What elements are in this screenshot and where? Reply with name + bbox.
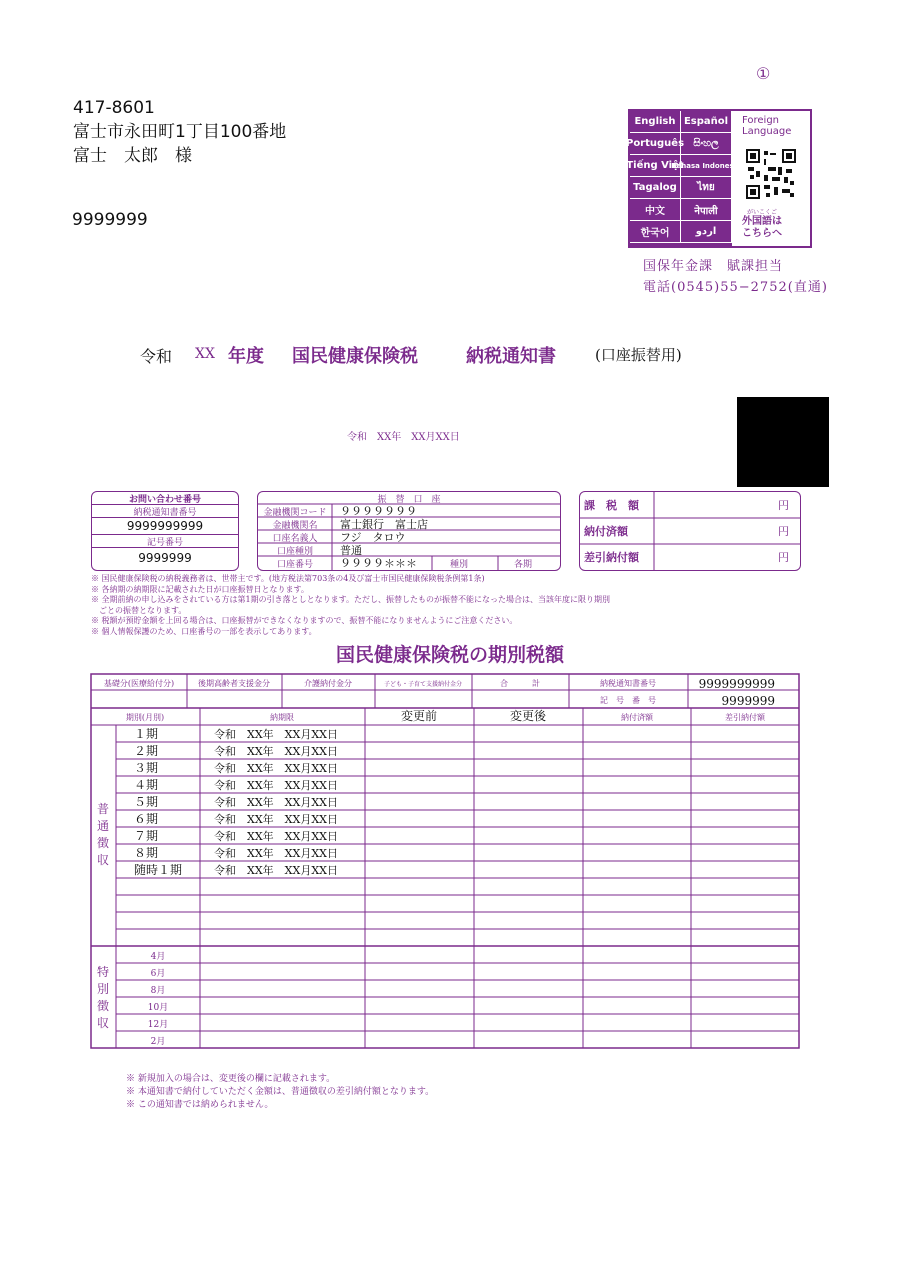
record-no-label: 記号番号 bbox=[92, 535, 238, 548]
title-notice: 納税通知書 bbox=[466, 346, 556, 367]
bank-row-label: 口座名義人 bbox=[272, 534, 318, 544]
footnotes bbox=[126, 1073, 434, 1112]
bank-row-label: 金融機関コード bbox=[263, 508, 327, 518]
bank-row-label: 口座種別 bbox=[276, 547, 313, 557]
column-header: 納付済額 bbox=[621, 713, 653, 722]
column-header: 納期限 bbox=[270, 713, 294, 722]
breakdown-header: 後期高齢者支援金分 bbox=[198, 679, 270, 688]
due-date: 令和 XX年 XX月XX日 bbox=[214, 813, 338, 826]
breakdown-header: 介護納付金分 bbox=[304, 679, 352, 688]
language-item: English bbox=[630, 111, 681, 133]
regular-label: 収 bbox=[96, 853, 110, 867]
bank-heading: 振 替 口 座 bbox=[377, 495, 441, 505]
language-item: नेपाली bbox=[681, 199, 732, 221]
breakdown-header: 子ども・子育て支援納付金分 bbox=[383, 681, 463, 688]
special-month: 2月 bbox=[150, 1037, 166, 1047]
breakdown-header: 合 計 bbox=[500, 679, 540, 688]
phone: 電話(0545)55−2752(直通) bbox=[643, 280, 828, 295]
footnote-line: ※ この通知書では納められません。 bbox=[126, 1100, 274, 1110]
column-header: 差引納付額 bbox=[725, 713, 765, 722]
regular-label: 普 bbox=[96, 802, 110, 816]
period-label: ５期 bbox=[134, 795, 159, 809]
breakdown-notice-label: 納税通知書番号 bbox=[600, 679, 656, 688]
special-month: 4月 bbox=[150, 952, 166, 962]
language-item: ไทย bbox=[681, 177, 732, 199]
bank-row-value: ９９９９＊＊＊ bbox=[340, 557, 417, 570]
tax-label: 差引納付額 bbox=[584, 551, 639, 564]
period-label: １期 bbox=[134, 727, 159, 741]
footnote-line: ※ 本通知書で納付していただく金額は、普通徴収の差引納付額となります。 bbox=[126, 1087, 435, 1097]
special-month: 6月 bbox=[150, 969, 166, 979]
bank-row-label: 口座番号 bbox=[276, 560, 313, 570]
language-item: 한국어 bbox=[630, 221, 681, 243]
here-line: 外国語は bbox=[742, 216, 782, 227]
bank-row-value: フジ タロウ bbox=[340, 531, 406, 544]
footnote-line: ※ 新規加入の場合は、変更後の欄に記載されます。 bbox=[126, 1074, 336, 1084]
title-era: 令和 bbox=[140, 347, 173, 366]
here-line: こちらへ bbox=[742, 228, 782, 239]
due-date: 令和 XX年 XX月XX日 bbox=[214, 728, 338, 741]
account-type-label: 種別 bbox=[450, 560, 469, 570]
special-month: 12月 bbox=[147, 1020, 169, 1030]
language-item: Español bbox=[681, 111, 732, 133]
breakdown-header: 基礎分(医療給付分) bbox=[103, 679, 175, 688]
notice-no-label: 納税通知書番号 bbox=[92, 505, 238, 518]
language-item: සිංහල bbox=[681, 133, 732, 155]
note-line: ごとの振替となります。 bbox=[91, 605, 187, 615]
due-date: 令和 XX年 XX月XX日 bbox=[214, 796, 338, 809]
due-date: 令和 XX年 XX月XX日 bbox=[214, 745, 338, 758]
tax-unit: 円 bbox=[778, 551, 789, 564]
special-month: 10月 bbox=[147, 1003, 169, 1013]
breakdown-notice-no: 9999999999 bbox=[698, 677, 775, 691]
section-title: 国民健康保険税の期別税額 bbox=[335, 644, 564, 666]
note-line: ※ 国民健康保険税の納税義務者は、世帯主です。(地方税法第703条の4及び富士市国民健康保険税条例第1条) bbox=[91, 574, 485, 583]
language-item: Bahasa Indonesia bbox=[681, 155, 732, 177]
issue-date: 令和 XX年 XX月XX日 bbox=[347, 432, 460, 443]
special-label: 別 bbox=[96, 982, 110, 996]
due-date: 令和 XX年 XX月XX日 bbox=[214, 762, 338, 775]
bank-row-label: 金融機関名 bbox=[272, 521, 318, 531]
recipient-id: 9999999 bbox=[72, 210, 148, 230]
tax-unit: 円 bbox=[778, 525, 789, 538]
breakdown-record-label: 記 号 番 号 bbox=[600, 696, 656, 705]
title-kind: (口座振替用) bbox=[595, 346, 682, 364]
page-number: ① bbox=[756, 64, 771, 83]
bank-row-value: 普通 bbox=[340, 544, 362, 557]
period-label: ４期 bbox=[134, 778, 159, 792]
period-label: ３期 bbox=[134, 761, 159, 775]
postal-code: 417-8601 bbox=[73, 98, 155, 118]
tax-label: 課 税 額 bbox=[584, 499, 639, 512]
due-date: 令和 XX年 XX月XX日 bbox=[214, 830, 338, 843]
period-label: ７期 bbox=[134, 829, 159, 843]
due-date: 令和 XX年 XX月XX日 bbox=[214, 864, 338, 877]
title-year: XX bbox=[195, 346, 215, 362]
note-line: ※ 個人情報保護のため、口座番号の一部を表示してあります。 bbox=[91, 626, 317, 636]
record-no: 9999999 bbox=[138, 551, 192, 565]
note-line: ※ 税額が預貯金額を上回る場合は、口座振替ができなくなりますので、振替不能になりませんようにご注意ください。 bbox=[91, 616, 518, 625]
title-nendo: 年度 bbox=[228, 346, 264, 367]
special-label: 収 bbox=[96, 1016, 110, 1030]
title-tax-name: 国民健康保険税 bbox=[292, 346, 418, 367]
special-month: 8月 bbox=[150, 986, 166, 996]
due-date: 令和 XX年 XX月XX日 bbox=[214, 847, 338, 860]
notice-no: 9999999999 bbox=[92, 518, 238, 535]
period-label: ６期 bbox=[134, 812, 159, 826]
foreign-label-line: Language bbox=[742, 126, 792, 137]
bank-row-value: ９９９９９９９ bbox=[340, 505, 417, 518]
language-item: Português bbox=[630, 133, 681, 155]
special-label: 特 bbox=[96, 965, 110, 979]
foreign-label-line: Foreign bbox=[742, 115, 780, 126]
due-date: 令和 XX年 XX月XX日 bbox=[214, 779, 338, 792]
note-line: ※ 全期前納の申し込みをされている方は第1期の引き落としとなります。ただし、振替したものが振替不能になった場合は、当該年度に限り期別 bbox=[91, 595, 610, 604]
period-label: 随時１期 bbox=[134, 863, 183, 877]
language-item: Tiếng Việt bbox=[630, 155, 681, 177]
each-period-label: 各期 bbox=[514, 560, 533, 570]
period-label: ２期 bbox=[134, 744, 159, 758]
regular-label: 徴 bbox=[96, 836, 110, 850]
column-header: 期別(月別) bbox=[125, 713, 165, 722]
period-label: ８期 bbox=[134, 846, 159, 860]
language-item: اردو bbox=[681, 221, 732, 243]
department: 国保年金課 賦課担当 bbox=[643, 259, 784, 274]
bank-row-value: 富士銀行 富士店 bbox=[340, 518, 428, 531]
special-label: 徴 bbox=[96, 999, 110, 1013]
tax-label: 納付済額 bbox=[584, 525, 628, 538]
recipient-name: 富士 太郎 様 bbox=[73, 146, 192, 166]
note-line: ※ 各納期の納期限に記載された日が口座振替日となります。 bbox=[91, 584, 309, 594]
regular-label: 通 bbox=[96, 819, 110, 833]
column-header: 変更後 bbox=[509, 709, 547, 723]
language-item: Tagalog bbox=[630, 177, 681, 199]
inquiry-heading: お問い合わせ番号 bbox=[92, 492, 238, 505]
address: 富士市永田町1丁目100番地 bbox=[73, 122, 287, 142]
breakdown-record-no: 9999999 bbox=[721, 694, 775, 708]
language-item: 中文 bbox=[630, 199, 681, 221]
column-header: 変更前 bbox=[400, 709, 438, 723]
tax-unit: 円 bbox=[778, 499, 789, 512]
ruby-text: がいこくご bbox=[746, 209, 777, 216]
